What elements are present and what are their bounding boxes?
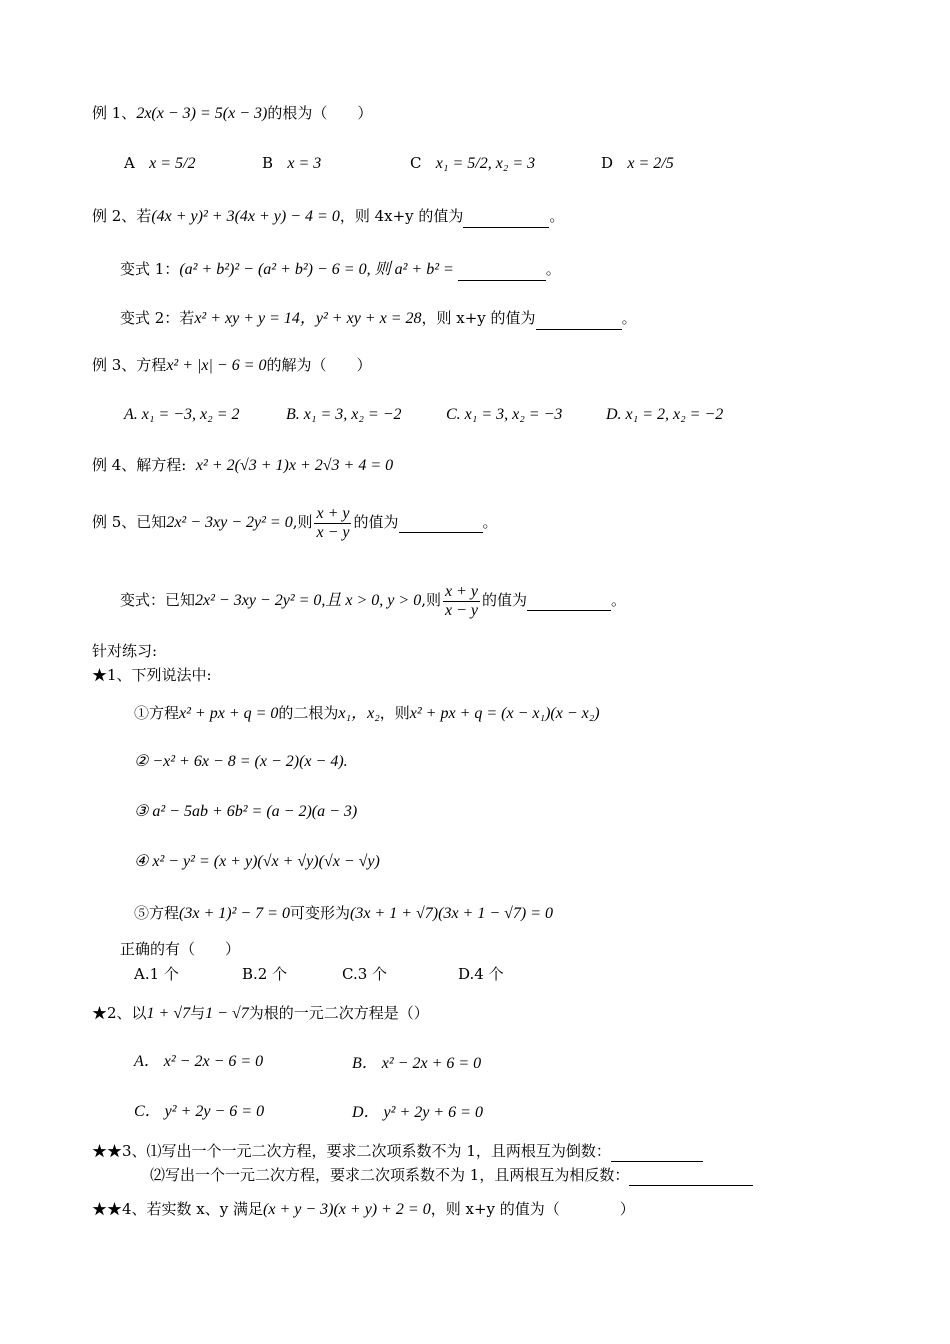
option-d-label: D	[601, 154, 614, 172]
fraction-numerator: x + y	[445, 582, 478, 600]
practice-q3-part-2	[150, 1164, 753, 1186]
variant-2-label: 变式 2：若	[120, 309, 195, 327]
practice-q2	[92, 1002, 429, 1025]
statement-equation: (3x + 1 + √7)(3x + 1 − √7) = 0	[349, 905, 554, 922]
example-5-equation: 2x² − 3xy − 2y² = 0	[166, 514, 293, 531]
example-1-option-c	[410, 152, 535, 175]
example-1-question	[92, 102, 372, 125]
practice-q1-statement-2	[134, 750, 348, 773]
example-1-suffix: 的根为（ ）	[267, 104, 373, 122]
practice-q1-option-c: C.3 个	[342, 965, 388, 983]
example-3-option-b	[286, 403, 402, 426]
question-equation: (x + y − 3)(x + y) + 2 = 0	[263, 1201, 431, 1218]
variant-1-equation: (a² + b²)² − (a² + b²) − 6 = 0, 则 a² + b² =	[179, 261, 454, 278]
example-4-question	[92, 454, 393, 477]
question-text: ★★3、⑴写出一个一元二次方程，要求二次项系数不为 1，且两根互为倒数：	[92, 1142, 611, 1160]
variant-2	[120, 307, 637, 330]
practice-q1-statement-5	[134, 902, 553, 925]
example-3-label: 例 3、方程	[92, 356, 167, 374]
variant-2-suffix: ，则 x+y 的值为	[421, 309, 536, 327]
answer-blank[interactable]	[527, 592, 611, 611]
fraction-denominator: x − y	[445, 601, 478, 619]
variant-equation: 2x² − 3xy − 2y² = 0	[195, 592, 322, 609]
period: 。	[621, 309, 637, 327]
statement-equation: x² + px + q = 0	[179, 705, 279, 722]
statement-text: ⑤方程	[134, 904, 180, 922]
example-1-option-d	[601, 152, 674, 175]
statement-equation: x² + px + q = (x − x₁)(x − x₂)	[409, 705, 600, 722]
option-b-value: B. x₁ = 3, x₂ = −2	[286, 406, 402, 423]
fraction-numerator: x + y	[316, 504, 350, 522]
example-1-label: 例 1、	[92, 104, 137, 122]
option-a-value: A． x² − 2x − 6 = 0	[134, 1053, 264, 1070]
option-a-value: x = 5/2	[149, 155, 196, 172]
fraction	[443, 583, 480, 620]
option-c-value: C． y² + 2y − 6 = 0	[134, 1103, 265, 1120]
option-b-value: B． x² − 2x + 6 = 0	[352, 1055, 482, 1072]
answer-blank[interactable]	[536, 311, 622, 330]
option-a-value: A. x₁ = −3, x₂ = 2	[124, 406, 240, 423]
statement-text: 可变形为	[289, 904, 350, 922]
practice-q1-statement-4	[134, 850, 380, 873]
example-1-equation: 2x(x − 3) = 5(x − 3)	[136, 105, 268, 122]
example-5-label: 例 5、已知	[92, 513, 167, 531]
connector: ,则	[292, 513, 313, 531]
connector: 与	[190, 1004, 206, 1022]
example-3-question	[92, 354, 372, 377]
statement-roots: x₁，x₂	[338, 705, 380, 722]
answer-blank[interactable]	[629, 1167, 753, 1186]
period: 。	[545, 260, 561, 278]
example-2-suffix: ，则 4x+y 的值为	[339, 207, 464, 225]
statement-equation: (3x + 1)² − 7 = 0	[179, 905, 290, 922]
answer-blank[interactable]	[611, 1143, 703, 1162]
example-5-question	[92, 500, 498, 545]
practice-q1-statement-1	[134, 702, 600, 725]
variant-1	[120, 258, 561, 281]
question-label: ★2、以	[92, 1004, 147, 1022]
example-1-option-b	[262, 152, 321, 175]
example-5-variant	[120, 578, 626, 623]
period: 。	[482, 513, 498, 531]
period: 。	[611, 591, 627, 609]
practice-q1-option-d: D.4 个	[458, 965, 504, 983]
period: 。	[549, 207, 565, 225]
question-text: ⑵写出一个一元二次方程，要求二次项系数不为 1，且两根互为相反数：	[150, 1166, 630, 1184]
question-label: ★★4、若实数 x、y 满足	[92, 1200, 264, 1218]
statement-equation: ② −x² + 6x − 8 = (x − 2)(x − 4).	[134, 753, 348, 770]
option-b-value: x = 3	[287, 155, 322, 172]
question-suffix: ，则 x+y 的值为（ ）	[430, 1200, 635, 1218]
example-4-label: 例 4、解方程:	[92, 456, 187, 474]
practice-q1-statement-3	[134, 800, 357, 823]
root-1: 1 + √7	[146, 1005, 191, 1022]
answer-blank[interactable]	[399, 514, 483, 533]
option-c-value: x₁ = 5/2, x₂ = 3	[435, 155, 536, 172]
example-3-equation: x² + |x| − 6 = 0	[166, 357, 267, 374]
root-2: 1 − √7	[205, 1005, 249, 1022]
practice-q2-option-a	[134, 1050, 263, 1073]
practice-q4	[92, 1198, 635, 1221]
example-3-option-a	[124, 403, 240, 426]
answer-blank[interactable]	[458, 262, 546, 281]
fraction-denominator: x − y	[316, 523, 350, 541]
statement-equation: ④ x² − y² = (x + y)(√x + √y)(√x − √y)	[134, 853, 380, 870]
answer-blank[interactable]	[463, 209, 549, 228]
option-a-label: A	[124, 154, 135, 172]
example-2-equation: (4x + y)² + 3(4x + y) − 4 = 0	[151, 208, 340, 225]
statement-text: 的二根为	[278, 704, 339, 722]
practice-q2-option-b	[352, 1052, 481, 1075]
practice-q1-label: ★1、下列说法中:	[92, 666, 212, 684]
example-3-option-d	[606, 403, 723, 426]
example-5-suffix: 的值为	[353, 513, 399, 531]
option-c-value: C. x₁ = 3, x₂ = −3	[446, 406, 563, 423]
variant-1-label: 变式 1：	[120, 260, 180, 278]
variant-suffix: 的值为	[482, 591, 528, 609]
variant-condition: ,且 x > 0, y > 0	[321, 592, 422, 609]
example-3-suffix: 的解为（ ）	[266, 356, 372, 374]
practice-q2-option-c	[134, 1100, 264, 1123]
variant-label: 变式：已知	[120, 591, 196, 609]
statement-text: ①方程	[134, 704, 180, 722]
statement-equation: ③ a² − 5ab + 6b² = (a − 2)(a − 3)	[134, 803, 358, 820]
fraction	[314, 505, 351, 542]
example-2-label: 例 2、若	[92, 207, 152, 225]
option-d-value: D． y² + 2y + 6 = 0	[352, 1104, 483, 1121]
option-d-value: D. x₁ = 2, x₂ = −2	[606, 406, 724, 423]
example-4-equation: x² + 2(√3 + 1)x + 2√3 + 4 = 0	[195, 457, 394, 474]
practice-title: 针对练习:	[92, 642, 158, 660]
option-d-value: x = 2/5	[627, 155, 674, 172]
example-2-question	[92, 205, 564, 228]
option-c-label: C	[410, 154, 422, 172]
practice-q1-option-b: B.2 个	[242, 965, 288, 983]
practice-q2-option-d	[352, 1101, 483, 1124]
option-b-label: B	[262, 154, 274, 172]
practice-q3-part-1	[92, 1140, 703, 1162]
connector: ,则	[421, 591, 441, 609]
example-1-option-a	[124, 152, 196, 175]
practice-q1-option-a: A.1 个	[134, 965, 179, 983]
variant-2-equation: x² + xy + y = 14，y² + xy + x = 28	[194, 310, 422, 327]
question-suffix: 为根的一元二次方程是（）	[248, 1004, 429, 1022]
practice-q1-correct: 正确的有（ ）	[120, 940, 241, 958]
statement-text: ，则	[379, 704, 410, 722]
example-3-option-c	[446, 403, 562, 426]
